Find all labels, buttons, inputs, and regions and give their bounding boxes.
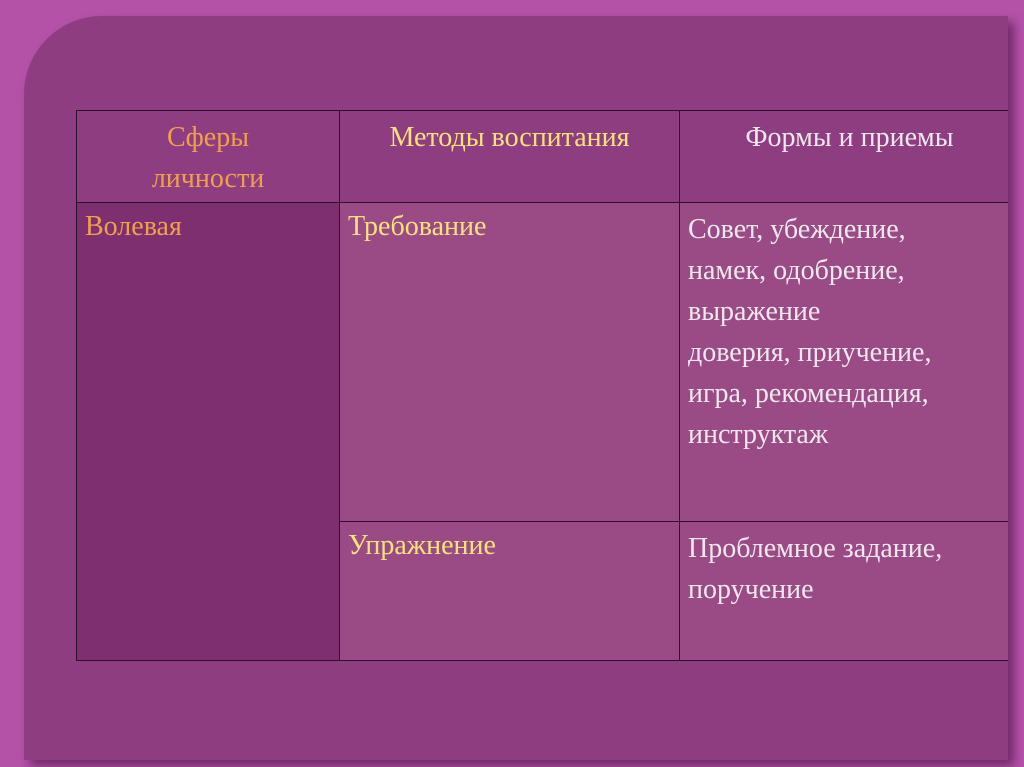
header-methods-label: Методы воспитания bbox=[389, 122, 630, 153]
forms-cell bbox=[680, 203, 1009, 522]
header-cell-methods bbox=[340, 111, 680, 203]
forms-cell bbox=[680, 522, 1009, 661]
slide-panel bbox=[24, 16, 1008, 760]
method-value: Упражнение bbox=[348, 530, 496, 561]
methods-table bbox=[76, 110, 1008, 661]
header-cell-forms bbox=[680, 111, 1009, 203]
table-row bbox=[77, 203, 1009, 522]
table-header-row bbox=[77, 111, 1009, 203]
forms-value: Проблемное задание, поручение bbox=[688, 533, 943, 605]
forms-value: Совет, убеждение, намек, одобрение, выражение доверия, приучение, игра, рекомендация, инструктаж bbox=[688, 214, 932, 450]
header-cell-sphere bbox=[77, 111, 340, 203]
header-forms-label: Формы и приемы bbox=[745, 122, 954, 153]
method-cell bbox=[340, 522, 680, 661]
sphere-cell bbox=[77, 203, 340, 661]
header-sphere-label: Сферы личности bbox=[151, 122, 265, 194]
method-cell bbox=[340, 203, 680, 522]
method-value: Требование bbox=[348, 211, 487, 242]
sphere-value: Волевая bbox=[85, 211, 182, 242]
